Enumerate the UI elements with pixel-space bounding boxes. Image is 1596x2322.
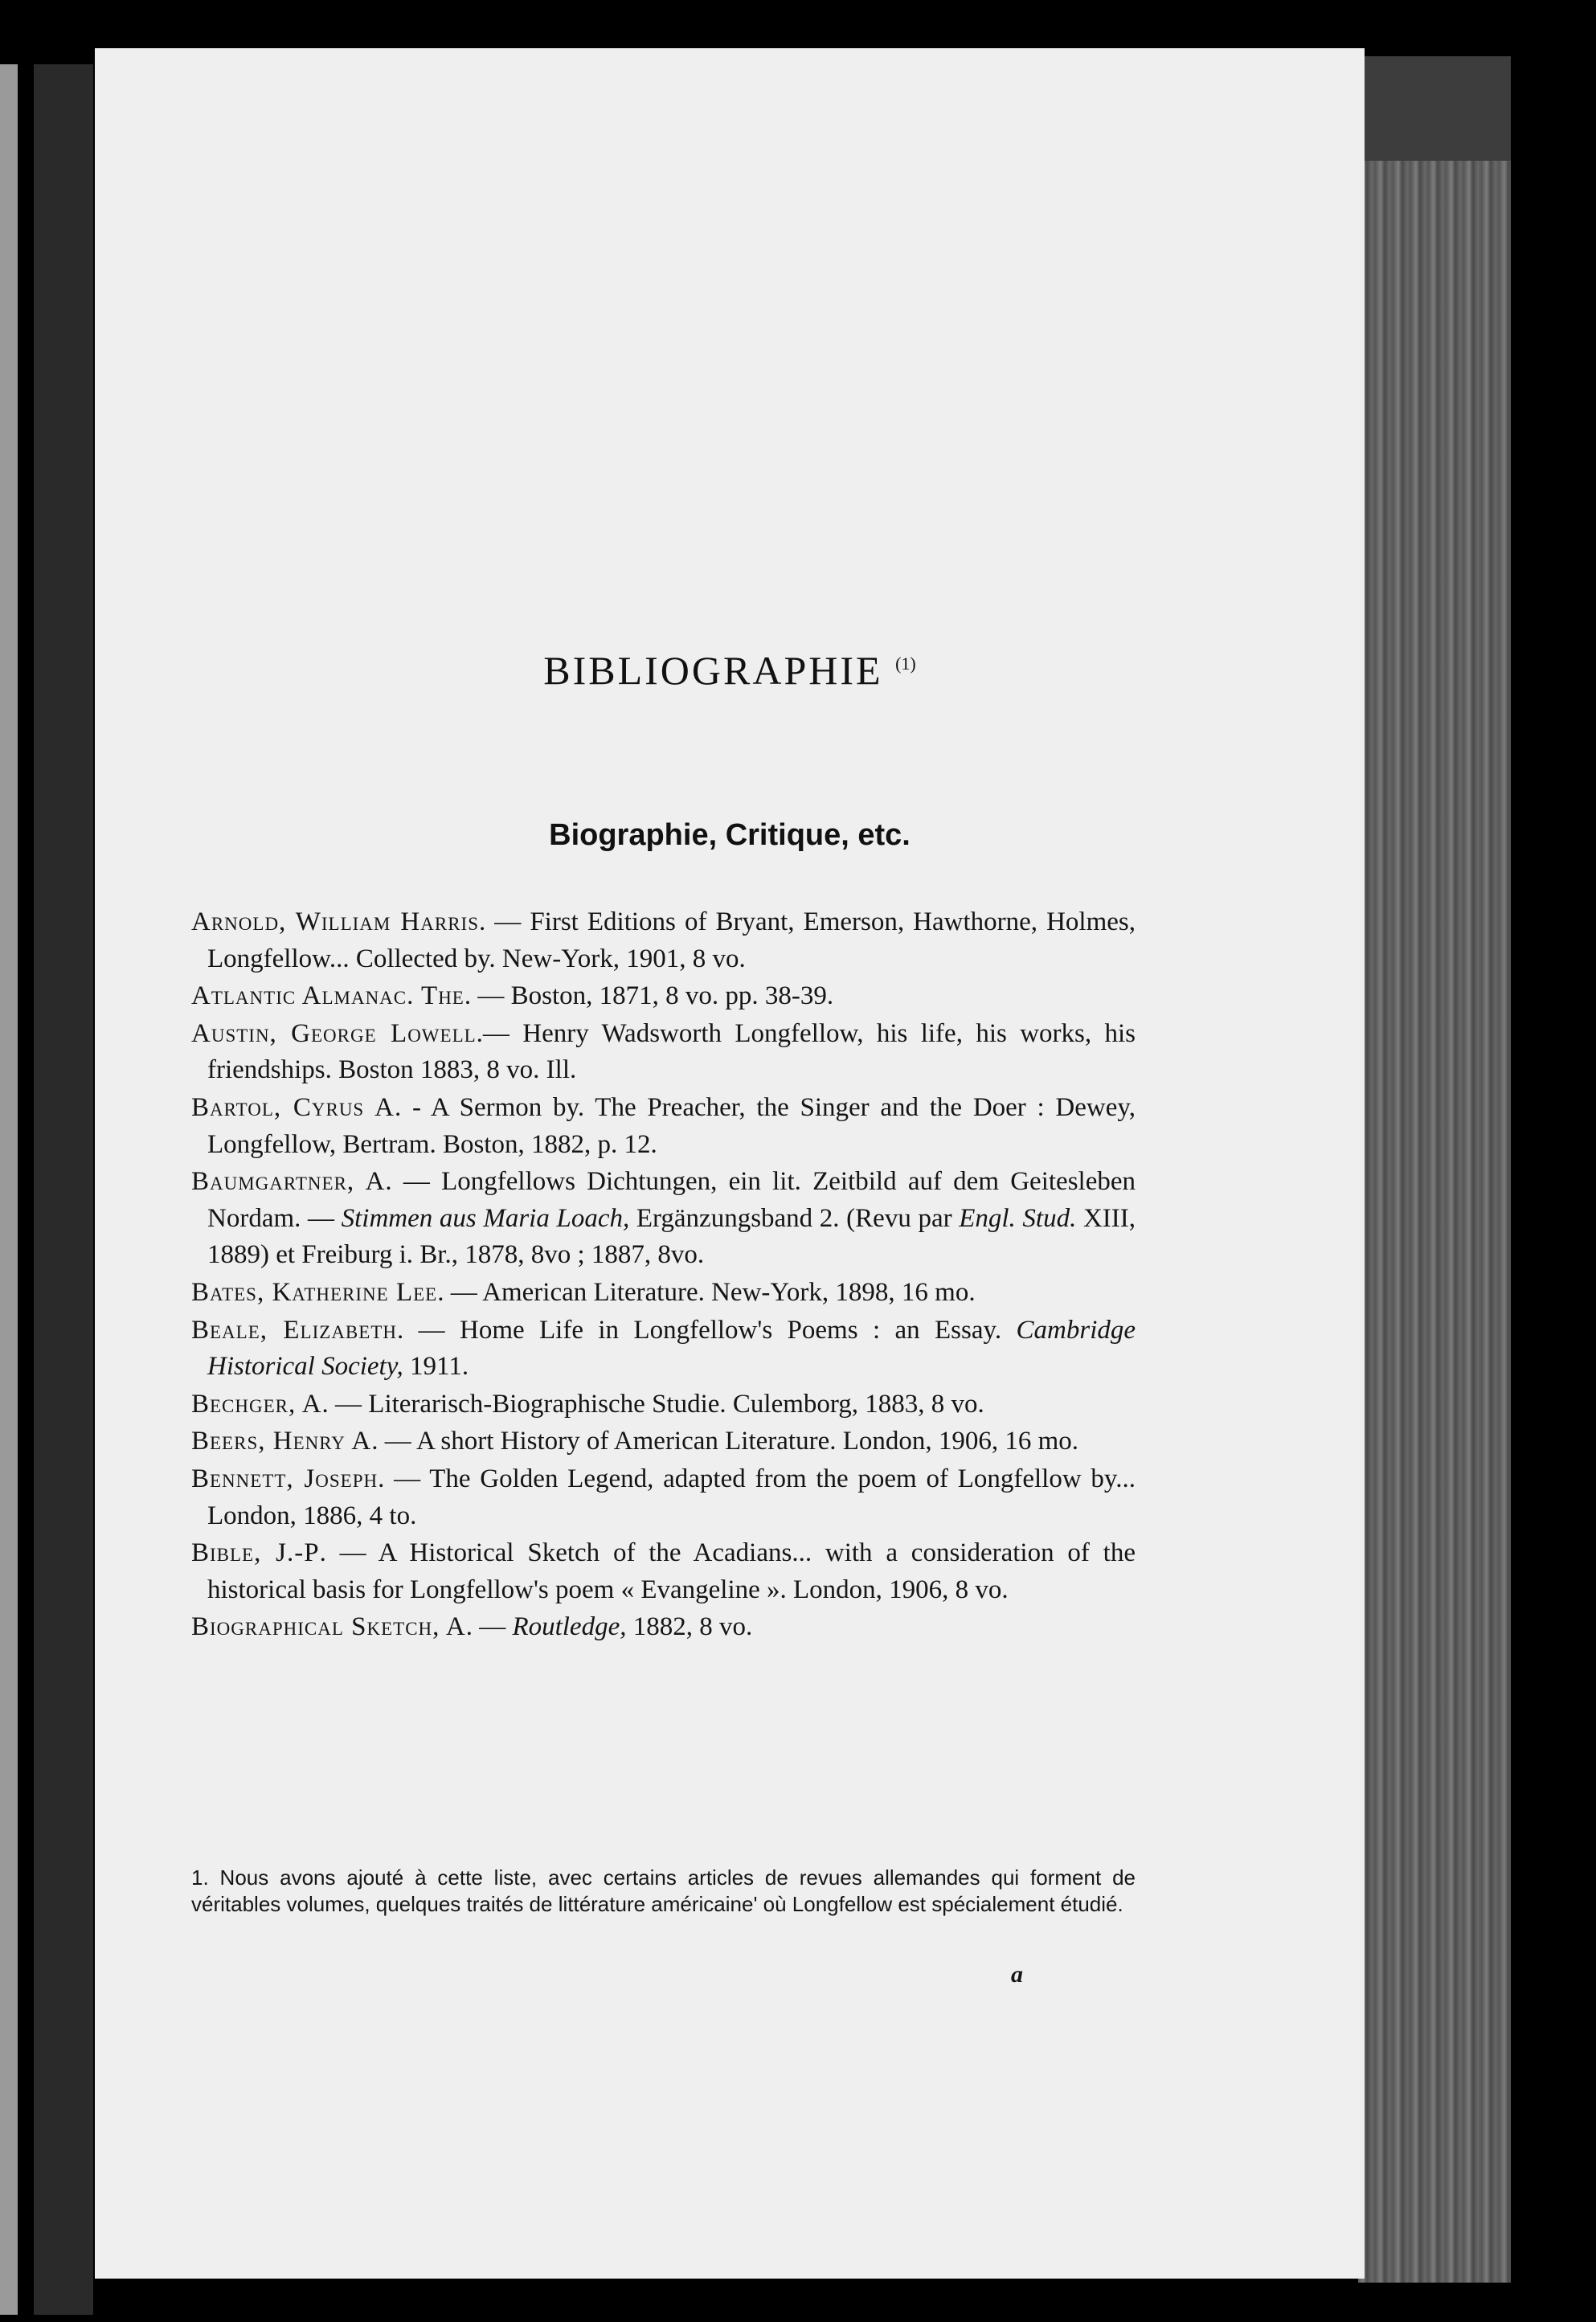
binding-shadow xyxy=(34,64,93,2315)
book-cover-edge xyxy=(1358,56,1511,2283)
bibliography-entry: Bennett, Joseph. — The Golden Legend, adapted from the poem of Longfellow by... London, 1886, 4 to. xyxy=(191,1464,1136,1530)
bibliography-entry: Bates, Katherine Lee. — American Literature. New-York, 1898, 16 mo. xyxy=(191,1277,976,1307)
title-text: BIBLIOGRAPHIE xyxy=(543,648,883,693)
adjacent-page-edge xyxy=(0,64,18,2315)
book-page xyxy=(95,48,1365,2279)
title-footnote-marker: (1) xyxy=(895,653,916,674)
bibliography-entry: Arnold, William Harris. — First Editions of Bryant, Emerson, Hawthorne, Holmes, Longfellow... Collected by. New-York, 1901, 8 vo. xyxy=(191,907,1136,973)
footnote: 1. Nous avons ajouté à cette liste, avec certains articles de revues allemandes qui forment de véritables volumes, quelques traités de littérature américaine' où Longfellow est spécialement étudié. xyxy=(191,1865,1136,1916)
bibliography-entry: Bechger, A. — Literarisch-Biographische Studie. Culemborg, 1883, 8 vo. xyxy=(191,1389,984,1419)
bibliography-entry: Beale, Elizabeth. — Home Life in Longfellow's Poems : an Essay. Cambridge Historical Society, 1911. xyxy=(191,1315,1136,1382)
bibliography-entry: Bible, J.-P. — A Historical Sketch of the Acadians... with a consideration of the historical basis for Longfellow's poem « Evangeline ». London, 1906, 8 vo. xyxy=(191,1538,1136,1604)
bibliography-entry: Austin, George Lowell.— Henry Wadsworth Longfellow, his life, his works, his friendships. Boston 1883, 8 vo. Ill. xyxy=(191,1018,1136,1085)
bibliography-entry: Atlantic Almanac. The. — Boston, 1871, 8 vo. pp. 38-39. xyxy=(191,981,834,1011)
book-cover-corner xyxy=(1358,56,1511,161)
bibliography-entry: Bartol, Cyrus A. - A Sermon by. The Preacher, the Singer and the Doer : Dewey, Longfellow, Bertram. Boston, 1882, p. 12. xyxy=(191,1092,1136,1159)
bibliography-list xyxy=(191,904,1136,1647)
bibliography-entry: Beers, Henry A. — A short History of American Literature. London, 1906, 16 mo. xyxy=(191,1427,1079,1456)
section-heading: Biographie, Critique, etc. xyxy=(549,818,911,852)
page-title xyxy=(95,647,1365,694)
bibliography-entry: Biographical Sketch, A. — Routledge, 1882, 8 vo. xyxy=(191,1612,753,1642)
bibliography-entry: Baumgartner, A. — Longfellows Dichtungen, ein lit. Zeitbild auf dem Geitesleben Nordam. — Stimmen aus Maria Loach, Ergänzungsband 2. (Revu par Engl. Stud. XIII, 1889) et Freiburg i. Br., 1878, 8vo ; 1887, 8vo. xyxy=(191,1167,1136,1270)
signature-mark: a xyxy=(1011,1961,1023,1988)
